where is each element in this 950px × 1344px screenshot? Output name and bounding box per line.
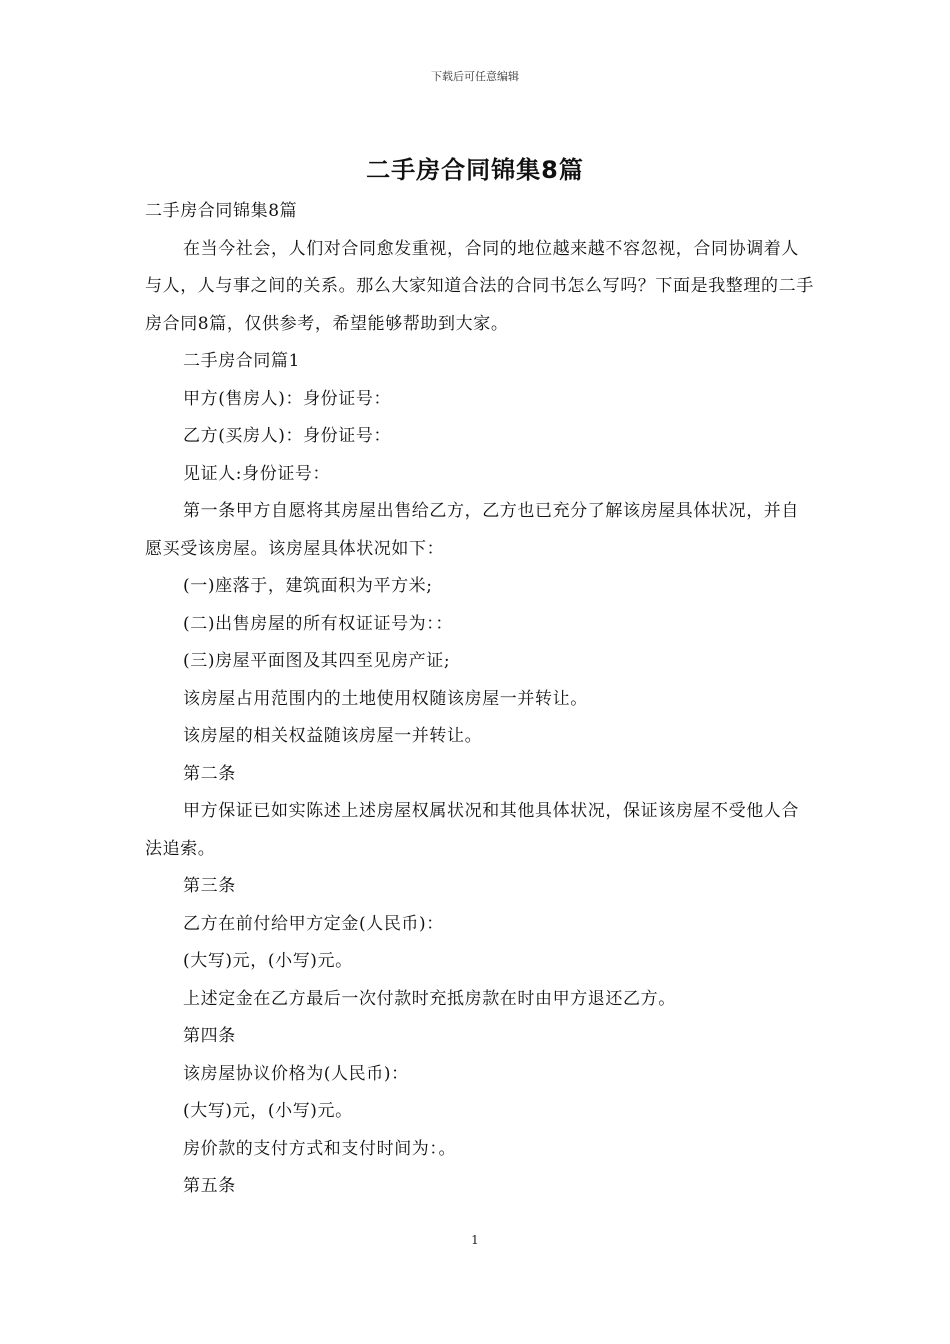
body-paragraph: 第三条: [183, 876, 236, 896]
body-paragraph: 乙方在前付给甲方定金(人民币)：: [183, 913, 444, 934]
body-paragraph: 该房屋占用范围内的土地使用权随该房屋一并转让。: [183, 688, 588, 709]
body-paragraph: 房价款的支付方式和支付时间为：。: [183, 1138, 457, 1159]
body-paragraph: 二手房合同篇1: [183, 351, 301, 371]
body-paragraph: 二手房合同锦集8篇: [145, 201, 298, 221]
page-header-note: 下载后可任意编辑: [431, 70, 519, 83]
body-paragraph: 乙方(买房人)：身份证号：: [183, 426, 392, 446]
body-paragraph: 第五条: [183, 1176, 236, 1196]
body-paragraph: 第四条: [183, 1026, 236, 1046]
body-paragraph: (三)房屋平面图及其四至见房产证;: [183, 651, 451, 671]
body-paragraph: 在当今社会，人们对合同愈发重视，合同的地位越来越不容忽视，合同协调着人与人，人与事之间的关系。那么大家知道合法的合同书怎么写吗？下面是我整理的二手房合同8篇，仅供参考，希望能够帮助到大家。: [145, 238, 814, 334]
body-paragraph: 第一条甲方自愿将其房屋出售给乙方，乙方也已充分了解该房屋具体状况，并自愿买受该房屋。该房屋具体状况如下：: [145, 501, 799, 559]
document-title: 二手房合同锦集8篇: [366, 156, 584, 184]
body-paragraph: 该房屋的相关权益随该房屋一并转让。: [183, 726, 483, 746]
body-paragraph: 该房屋协议价格为(人民币)：: [183, 1063, 409, 1084]
body-paragraph: 甲方保证已如实陈述上述房屋权属状况和其他具体状况，保证该房屋不受他人合法追索。: [145, 801, 799, 859]
body-paragraph: (一)座落于，建筑面积为平方米;: [183, 576, 433, 596]
page-number: 1: [471, 1233, 479, 1247]
body-paragraph: (大写)元，(小写)元。: [183, 951, 353, 971]
body-paragraph: (二)出售房屋的所有权证证号为：：: [183, 613, 453, 634]
document-body: [145, 193, 815, 1206]
body-paragraph: 上述定金在乙方最后一次付款时充抵房款在时由甲方退还乙方。: [183, 988, 676, 1009]
body-paragraph: 第二条: [183, 763, 236, 784]
body-paragraph: 甲方(售房人)：身份证号：: [183, 388, 392, 409]
body-paragraph: (大写)元，(小写)元。: [183, 1101, 353, 1121]
body-paragraph: 见证人:身份证号：: [183, 463, 331, 484]
